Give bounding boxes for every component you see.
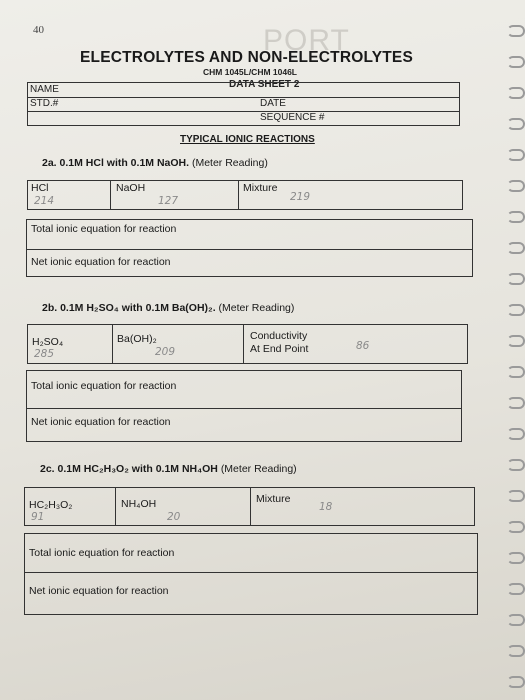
hc2h3o2-label: HC₂H₃O₂	[29, 499, 73, 511]
part-2a-equation-box	[26, 219, 473, 277]
ring-icon	[507, 676, 525, 688]
conductivity-label: Conductivity	[250, 330, 308, 342]
part-2c-equation-box	[24, 533, 478, 615]
nh4oh-reading: 20	[167, 511, 181, 523]
part-2c-reading-table	[24, 487, 475, 526]
binder-rings	[503, 25, 523, 700]
student-info-box	[27, 82, 460, 126]
end-point-label: At End Point	[250, 343, 309, 355]
naoh-reading: 127	[158, 195, 179, 207]
total-ionic-equation-label: Total ionic equation for reaction	[31, 380, 177, 392]
ring-icon	[507, 149, 525, 161]
ring-icon	[507, 614, 525, 626]
h2so4-reading: 285	[34, 348, 55, 360]
ring-icon	[507, 335, 525, 347]
part-2b-equation-box	[26, 370, 462, 442]
mixture-reading: 18	[319, 501, 333, 513]
show-through-text: PORT	[263, 24, 350, 57]
net-ionic-equation-label: Net ionic equation for reaction	[31, 256, 171, 268]
baoh2-reading: 209	[155, 346, 176, 358]
hc2h3o2-reading: 91	[31, 511, 45, 523]
sequence-label: SEQUENCE #	[260, 112, 325, 123]
name-label: NAME	[30, 84, 59, 95]
net-ionic-equation-label: Net ionic equation for reaction	[31, 416, 171, 428]
std-number-label: STD.#	[30, 98, 59, 109]
baoh2-label: Ba(OH)₂	[117, 333, 157, 345]
ring-icon	[507, 211, 525, 223]
ring-icon	[507, 242, 525, 254]
part-2a-reading-table	[27, 180, 463, 210]
net-ionic-equation-label: Net ionic equation for reaction	[29, 585, 169, 597]
page-number: 40	[33, 24, 44, 36]
mixture-label: Mixture	[256, 493, 291, 505]
hcl-label: HCl	[31, 182, 49, 194]
ring-icon	[507, 645, 525, 657]
section-title: TYPICAL IONIC REACTIONS	[180, 134, 315, 145]
nh4oh-label: NH₄OH	[121, 498, 157, 510]
mixture-reading: 219	[290, 191, 311, 203]
ring-icon	[507, 552, 525, 564]
page-title: ELECTROLYTES AND NON-ELECTROLYTES	[80, 49, 413, 66]
ring-icon	[507, 583, 525, 595]
ring-icon	[507, 459, 525, 471]
hcl-reading: 214	[34, 195, 55, 207]
ring-icon	[507, 304, 525, 316]
ring-icon	[507, 87, 525, 99]
ring-icon	[507, 25, 525, 37]
ring-icon	[507, 490, 525, 502]
data-sheet-label: DATA SHEET 2	[229, 79, 300, 90]
ring-icon	[507, 397, 525, 409]
ring-icon	[507, 366, 525, 378]
part-2b-reading-table	[27, 324, 468, 364]
part-2a-heading: 2a. 0.1M HCl with 0.1M NaOH. (Meter Reading)	[42, 157, 268, 169]
naoh-label: NaOH	[116, 182, 146, 194]
part-2b-heading: 2b. 0.1M H₂SO₄ with 0.1M Ba(OH)₂. (Meter Reading)	[42, 302, 295, 314]
ring-icon	[507, 56, 525, 68]
date-label: DATE	[260, 98, 286, 109]
conductivity-reading: 86	[356, 340, 370, 352]
course-code: CHM 1045L/CHM 1046L	[203, 67, 298, 77]
ring-icon	[507, 521, 525, 533]
total-ionic-equation-label: Total ionic equation for reaction	[31, 223, 177, 235]
ring-icon	[507, 180, 525, 192]
ring-icon	[507, 118, 525, 130]
ring-icon	[507, 273, 525, 285]
part-2c-heading: 2c. 0.1M HC₂H₃O₂ with 0.1M NH₄OH (Meter Reading)	[40, 463, 297, 475]
mixture-label: Mixture	[243, 182, 278, 194]
ring-icon	[507, 428, 525, 440]
h2so4-label: H₂SO₄	[32, 336, 64, 348]
total-ionic-equation-label: Total ionic equation for reaction	[29, 547, 175, 559]
